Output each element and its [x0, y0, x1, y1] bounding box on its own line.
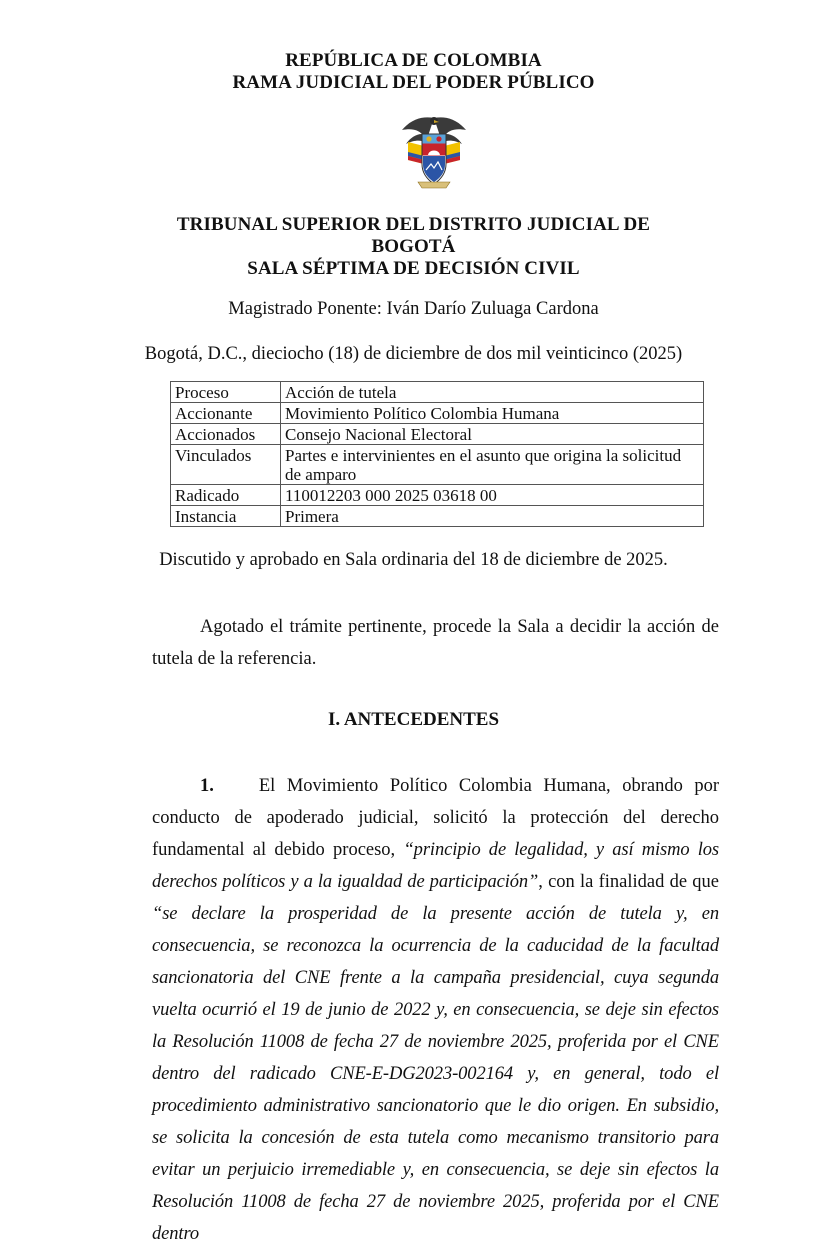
table-row: [171, 485, 704, 506]
table-key: Radicado: [171, 485, 281, 506]
table-value: Acción de tutela: [281, 382, 704, 403]
table-row: [171, 506, 704, 527]
table-value: Partes e intervinientes en el asunto que origina la solicitud de amparo: [281, 445, 704, 485]
table-key: Accionados: [171, 424, 281, 445]
table-value: Consejo Nacional Electoral: [281, 424, 704, 445]
table-row: [171, 403, 704, 424]
header-branch: RAMA JUDICIAL DEL PODER PÚBLICO: [232, 72, 595, 93]
intro-paragraph: Agotado el trámite pertinente, procede la Sala a decidir la acción de tutela de la referencia.: [152, 617, 719, 669]
table-key: Proceso: [171, 382, 281, 403]
magistrate-line: Magistrado Ponente: Iván Darío Zuluaga Cardona: [228, 299, 599, 319]
court-name-line1: TRIBUNAL SUPERIOR DEL DISTRITO JUDICIAL DE: [176, 214, 651, 235]
header-country: REPÚBLICA DE COLOMBIA: [285, 50, 542, 71]
court-name-line2: BOGOTÁ: [371, 236, 456, 257]
table-value: 110012203 000 2025 03618 00: [281, 485, 704, 506]
date-line: Bogotá, D.C., dieciocho (18) de diciembre de dos mil veinticinco (2025): [144, 344, 683, 364]
paragraph-number: 1.: [200, 776, 214, 796]
table-value: Primera: [281, 506, 704, 527]
coat-of-arms-icon: [398, 112, 470, 190]
reference-table: [170, 381, 704, 527]
approval-line: Discutido y aprobado en Sala ordinaria del 18 de diciembre de 2025.: [159, 550, 668, 570]
table-key: Instancia: [171, 506, 281, 527]
table-row: [171, 382, 704, 403]
section-title: I. ANTECEDENTES: [327, 709, 500, 730]
court-chamber: SALA SÉPTIMA DE DECISIÓN CIVIL: [247, 258, 580, 279]
paragraph-text-a: El Movimiento Político Colombia Humana, obrando por conducto de apoderado judicial, solicitó la protección del derecho fundamental al debido proceso,: [152, 776, 719, 860]
paragraph-1: [152, 770, 719, 1250]
table-value: Movimiento Político Colombia Humana: [281, 403, 704, 424]
paragraph-quote-a: “principio de legalidad, y así mismo los derechos políticos y a la igualdad de participación”: [152, 840, 719, 892]
table-row: [171, 445, 704, 485]
paragraph-quote-b: “se declare la prosperidad de la presente acción de tutela y, en consecuencia, se reconozca la ocurrencia de la caducidad de la facultad sancionatoria del CNE frente a la campaña presidencial, cuya segunda vuelta ocurrió el 19 de junio de 2022 y, en consecuencia, se deje sin efectos la Resolución 11008 de fecha 27 de noviembre 2025, proferida por el CNE dentro del radicado CNE-E-DG2023-002164 y, en general, todo el procedimiento administrativo sancionatorio que le dio origen. En subsidio, se solicita la concesión de esta tutela como mecanismo transitorio para evitar un perjuicio irremediable y, en consecuencia, se deje sin efectos la Resolución 11008 de fecha 27 de noviembre 2025, proferida por el CNE dentro: [152, 904, 719, 1244]
paragraph-text-b: , con la finalidad de que: [538, 872, 719, 892]
table-key: Vinculados: [171, 445, 281, 485]
table-key: Accionante: [171, 403, 281, 424]
table-row: [171, 424, 704, 445]
